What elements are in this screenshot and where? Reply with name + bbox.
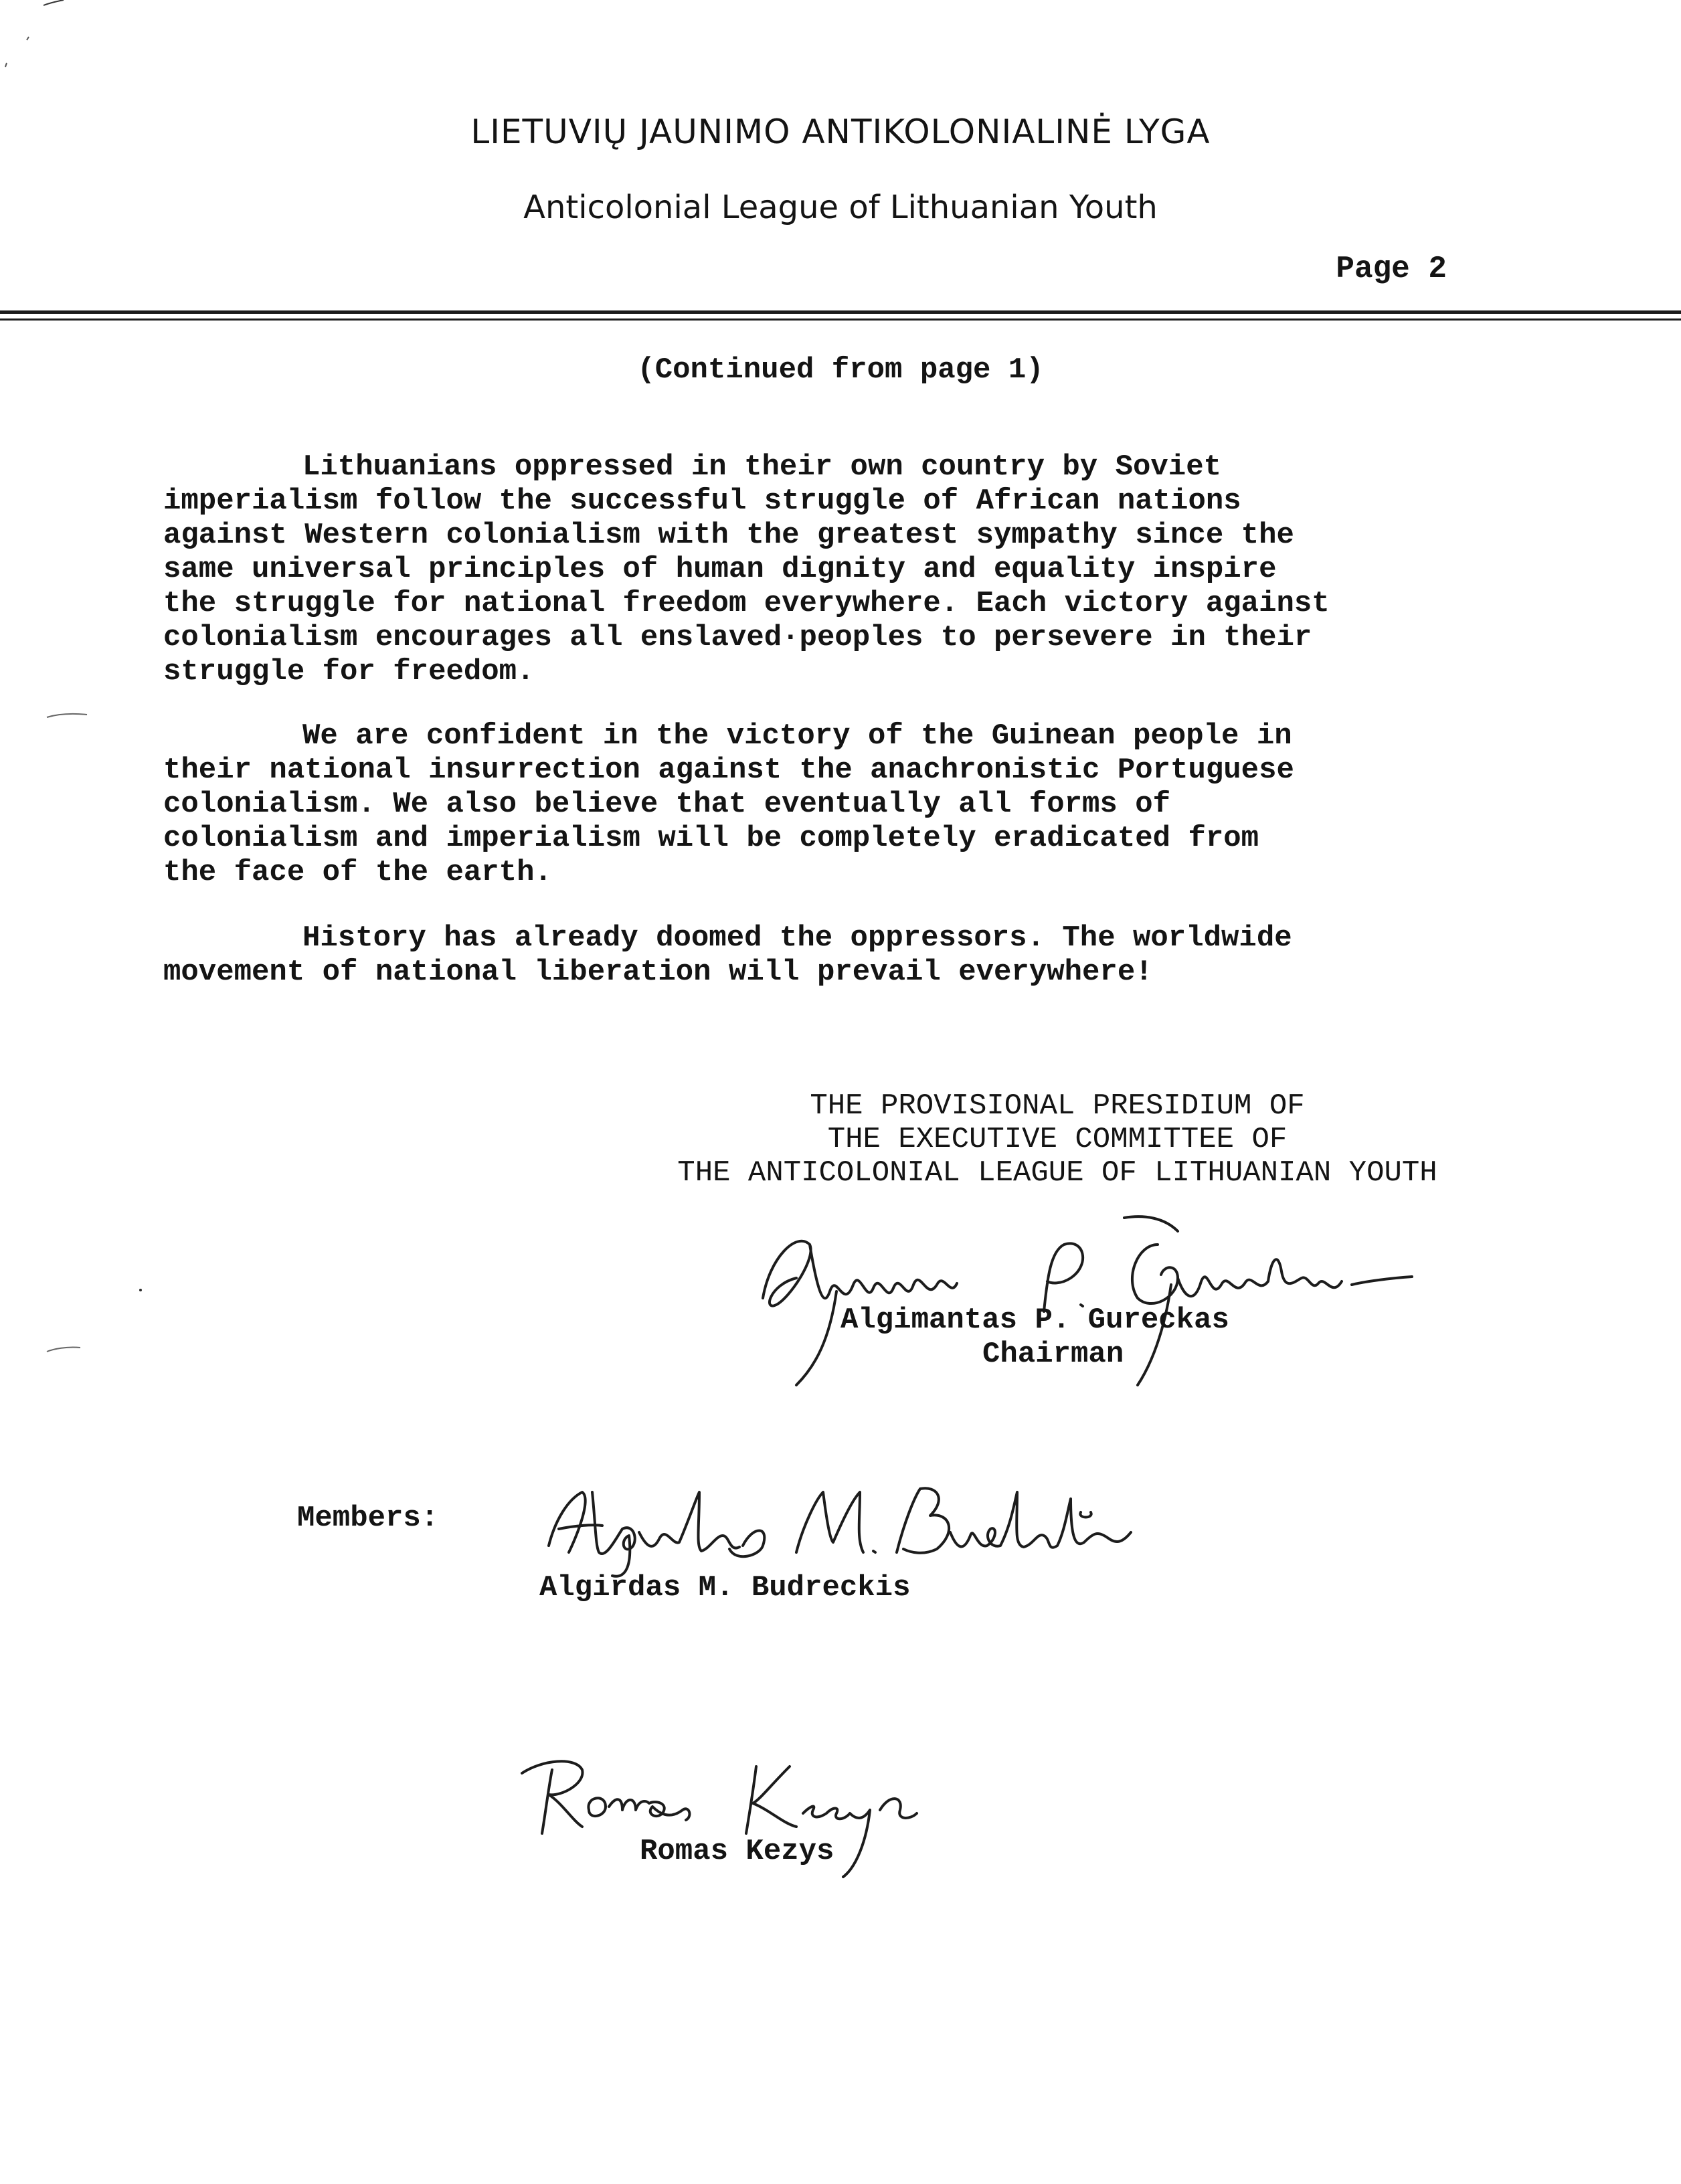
letterhead-english-name: Anticolonial League of Lithuanian Youth	[523, 189, 1158, 226]
scan-speck-margin	[40, 1338, 94, 1358]
paragraph-line: Lithuanians oppressed in their own country by Soviet	[302, 450, 1222, 484]
members-label: Members:	[297, 1502, 439, 1535]
member-signature-budreckis	[529, 1472, 1144, 1579]
header-rule-top	[0, 310, 1681, 314]
paragraph-line: colonialism encourages all enslaved·peoples to persevere in their	[163, 621, 1312, 654]
member-name-kezys: Romas Kezys	[640, 1835, 834, 1868]
scan-speck-dot	[134, 1283, 147, 1297]
heading-line: THE EXECUTIVE COMMITTEE OF	[827, 1123, 1288, 1156]
paragraph-line: struggle for freedom.	[163, 655, 535, 689]
chairman-name: Algimantas P. Gureckas	[840, 1303, 1229, 1337]
heading-line: THE PROVISIONAL PRESIDIUM OF	[810, 1089, 1305, 1123]
paragraph-line: the face of the earth.	[163, 856, 552, 889]
scan-speck-margin	[40, 709, 94, 723]
letterhead-native-name: LIETUVIŲ JAUNIMO ANTIKOLONIALINĖ LYGA	[470, 112, 1211, 151]
paragraph-line: colonialism. We also believe that eventually all forms of	[163, 788, 1171, 821]
chairman-title: Chairman	[982, 1338, 1124, 1371]
scan-speck-corner	[0, 0, 80, 87]
paragraph-line: their national insurrection against the anachronistic Portuguese	[163, 753, 1294, 787]
paragraph-line: We are confident in the victory of the Guinean people in	[302, 719, 1292, 753]
paragraph-line: imperialism follow the successful struggle of African nations	[163, 484, 1241, 518]
paragraph-line: same universal principles of human dignity and equality inspire	[163, 553, 1277, 586]
page-number-label: Page 2	[1336, 252, 1447, 286]
heading-line: THE ANTICOLONIAL LEAGUE OF LITHUANIAN YOUTH	[677, 1156, 1437, 1190]
continued-note: (Continued from page 1)	[637, 353, 1044, 387]
header-rule-bottom	[0, 318, 1681, 321]
paragraph-line: colonialism and imperialism will be completely eradicated from	[163, 822, 1259, 855]
paragraph-line: movement of national liberation will prevail everywhere!	[163, 955, 1153, 989]
paragraph-line: History has already doomed the oppressors. The worldwide	[302, 921, 1292, 955]
member-name-budreckis: Algirdas M. Budreckis	[539, 1571, 911, 1605]
paragraph-line: against Western colonialism with the greatest sympathy since the	[163, 519, 1294, 552]
paragraph-line: the struggle for national freedom everywhere. Each victory against	[163, 587, 1330, 620]
